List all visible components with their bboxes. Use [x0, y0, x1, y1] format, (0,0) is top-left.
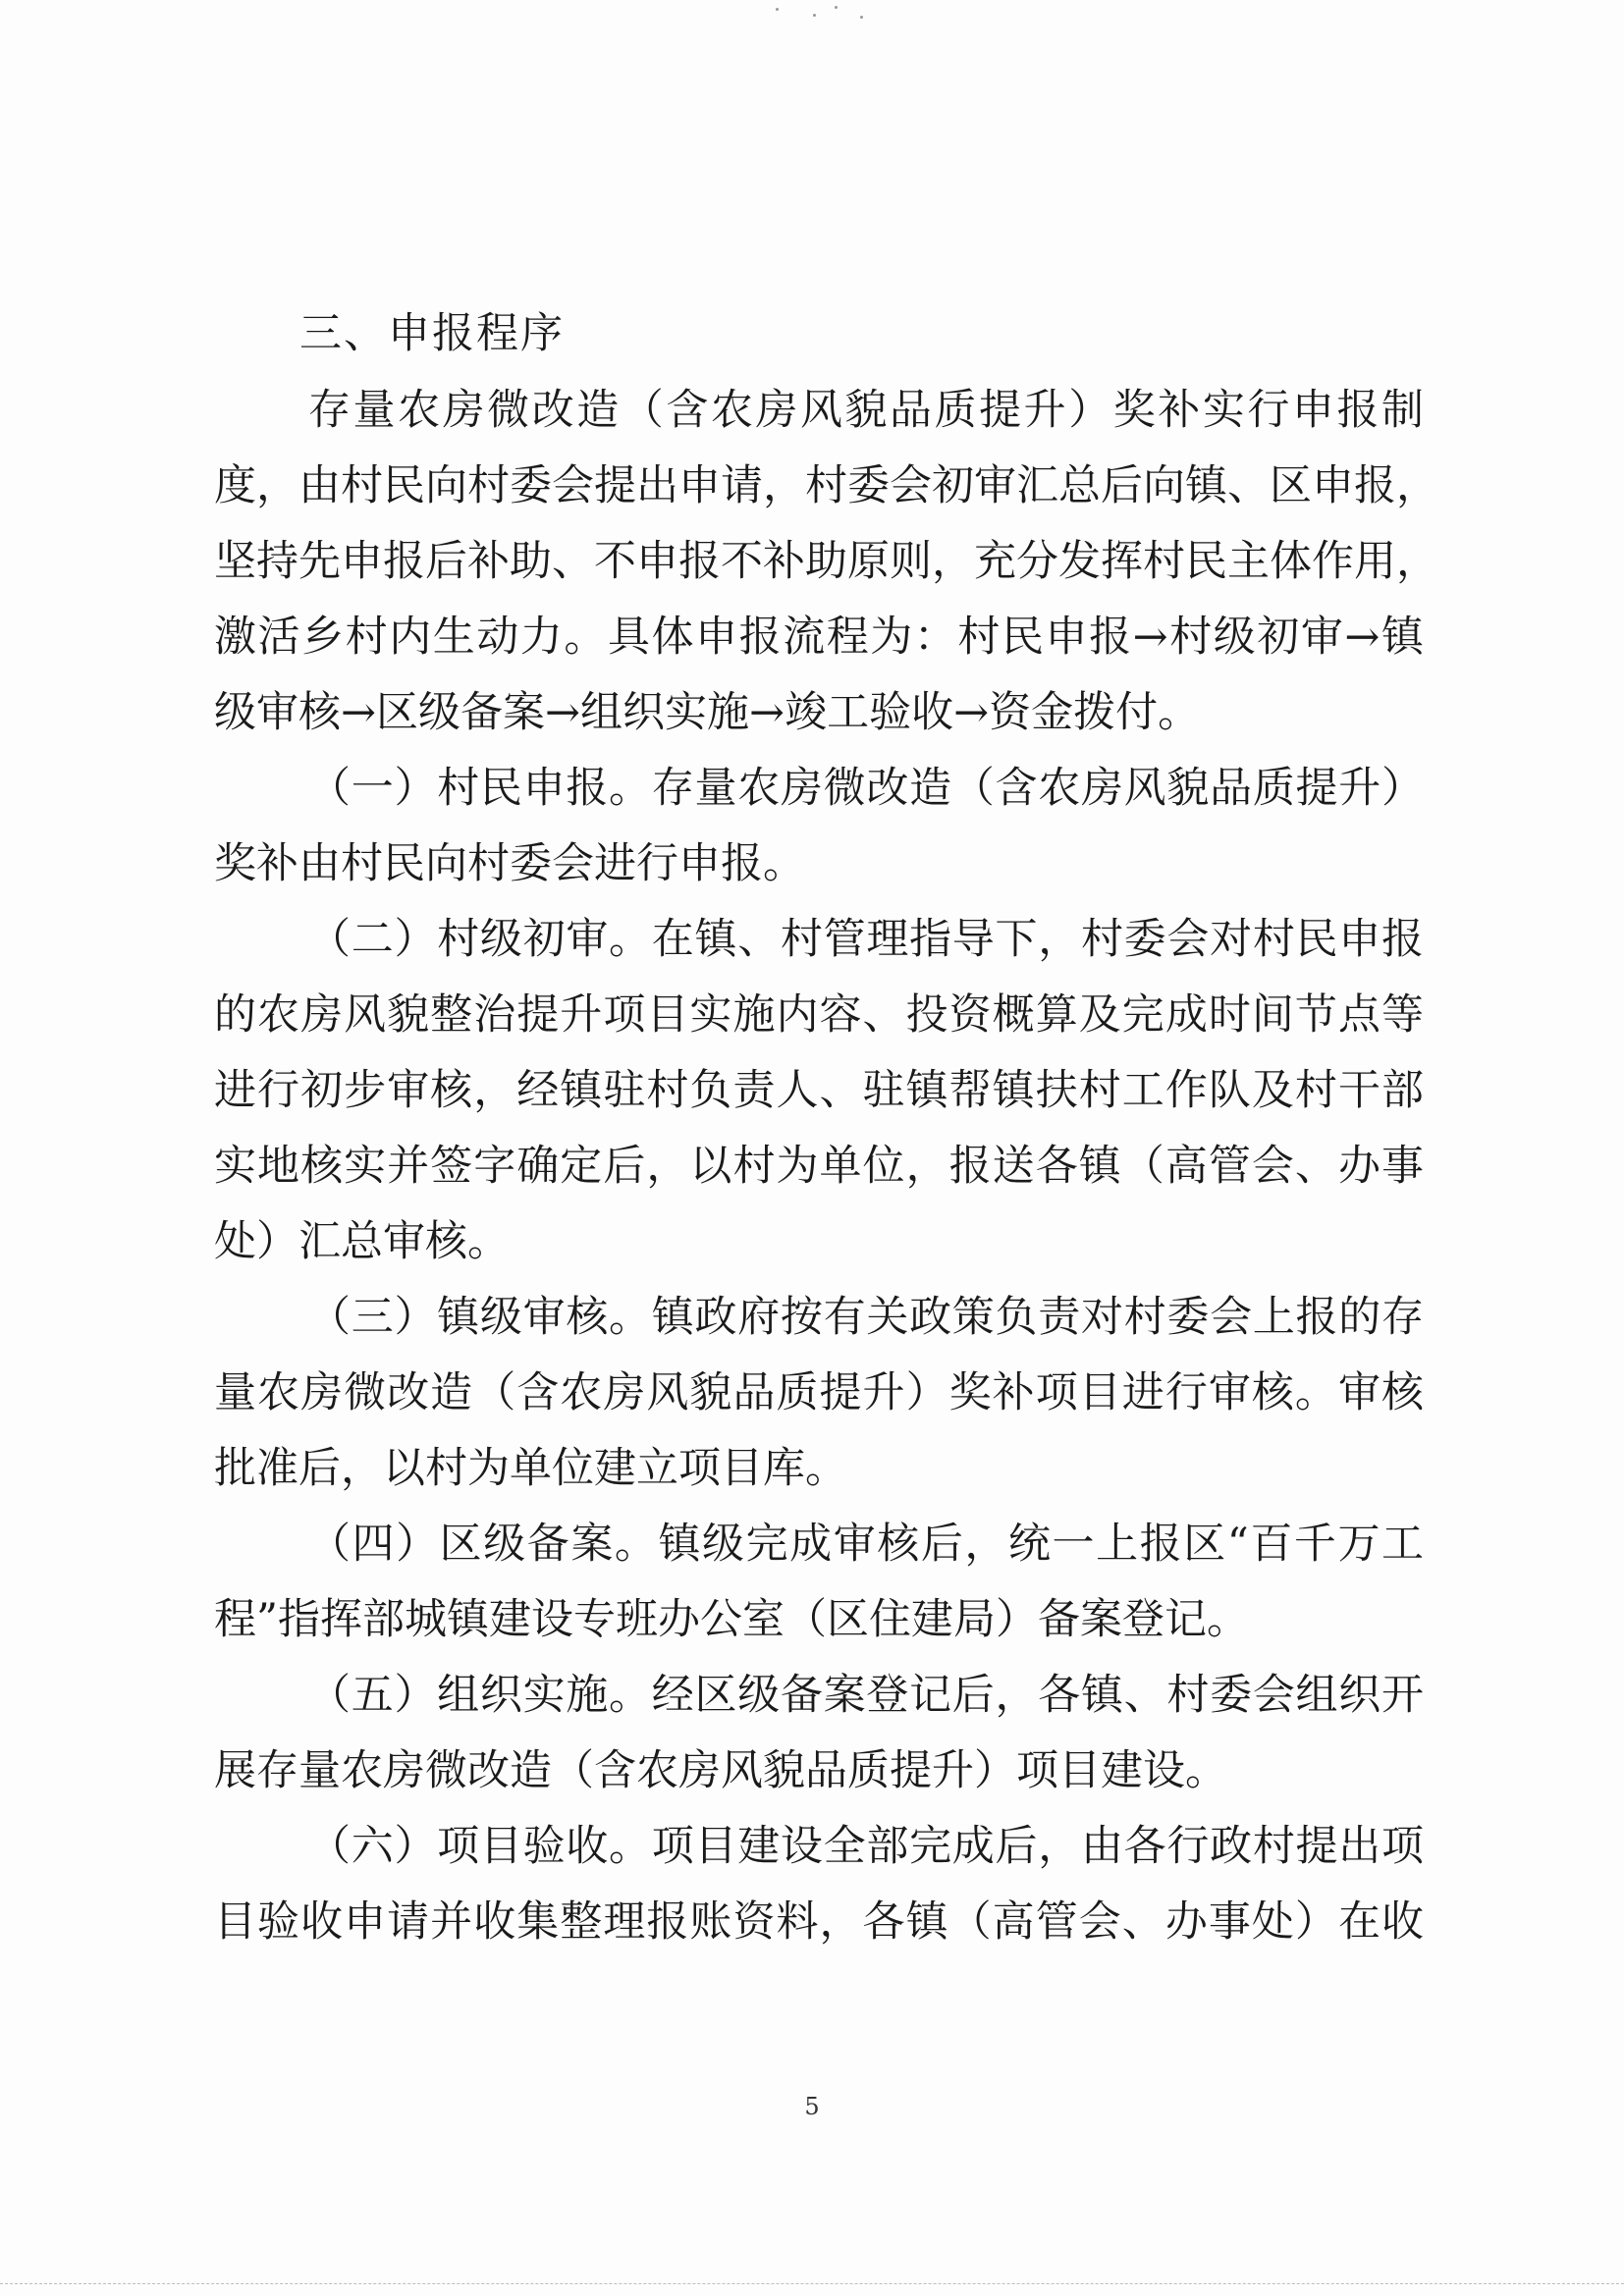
paragraph-line: 量农房微改造（含农房风貌品质提升）奖补项目进行审核。审核 — [214, 1368, 1424, 1417]
paragraph-line: （四）区级备案。镇级完成审核后，统一上报区“百千万工 — [308, 1520, 1424, 1569]
paragraph-line: （一）村民申报。存量农房微改造（含农房风貌品质提升） — [308, 764, 1424, 813]
paragraph-line: 程”指挥部城镇建设专班办公室（区住建局）备案登记。 — [214, 1595, 1249, 1644]
section-heading: 三、申报程序 — [299, 309, 565, 358]
paragraph-line: （三）镇级审核。镇政府按有关政策负责对村委会上报的存 — [308, 1293, 1424, 1342]
paragraph-line: 激活乡村内生动力。具体申报流程为：村民申报→村级初审→镇 — [214, 613, 1424, 662]
paragraph-line: 坚持先申报后补助、不申报不补助原则，充分发挥村民主体作用， — [214, 537, 1438, 586]
paragraph-line: 批准后，以村为单位建立项目库。 — [214, 1444, 847, 1493]
body-text — [214, 373, 1438, 1960]
paragraph-line: 度，由村民向村委会提出申请，村委会初审汇总后向镇、区申报， — [214, 461, 1438, 510]
paragraph-line: 处）汇总审核。 — [214, 1217, 510, 1266]
paragraph-line: （二）村级初审。在镇、村管理指导下，村委会对村民申报 — [308, 915, 1424, 964]
page-number: 5 — [804, 2093, 820, 2120]
paragraph-line: 的农房风貌整治提升项目实施内容、投资概算及完成时间节点等 — [214, 990, 1424, 1040]
paragraph-line: （五）组织实施。经区级备案登记后，各镇、村委会组织开 — [308, 1671, 1424, 1720]
paragraph-line: 目验收申请并收集整理报账资料，各镇（高管会、办事处）在收 — [214, 1897, 1424, 1947]
scan-artifact — [766, 0, 884, 29]
paragraph-line: 奖补由村民向村委会进行申报。 — [214, 839, 805, 888]
paragraph-line: 级审核→区级备案→组织实施→竣工验收→资金拨付。 — [214, 688, 1201, 737]
paragraph-line: （六）项目验收。项目建设全部完成后，由各行政村提出项 — [308, 1822, 1424, 1871]
paragraph-line: 展存量农房微改造（含农房风貌品质提升）项目建设。 — [214, 1746, 1227, 1795]
paragraph-line: 存量农房微改造（含农房风貌品质提升）奖补实行申报制 — [308, 386, 1424, 435]
scan-bottom-edge — [0, 2283, 1624, 2287]
paragraph-line: 实地核实并签字确定后，以村为单位，报送各镇（高管会、办事 — [214, 1142, 1424, 1191]
paragraph-line: 进行初步审核，经镇驻村负责人、驻镇帮镇扶村工作队及村干部 — [214, 1066, 1424, 1115]
